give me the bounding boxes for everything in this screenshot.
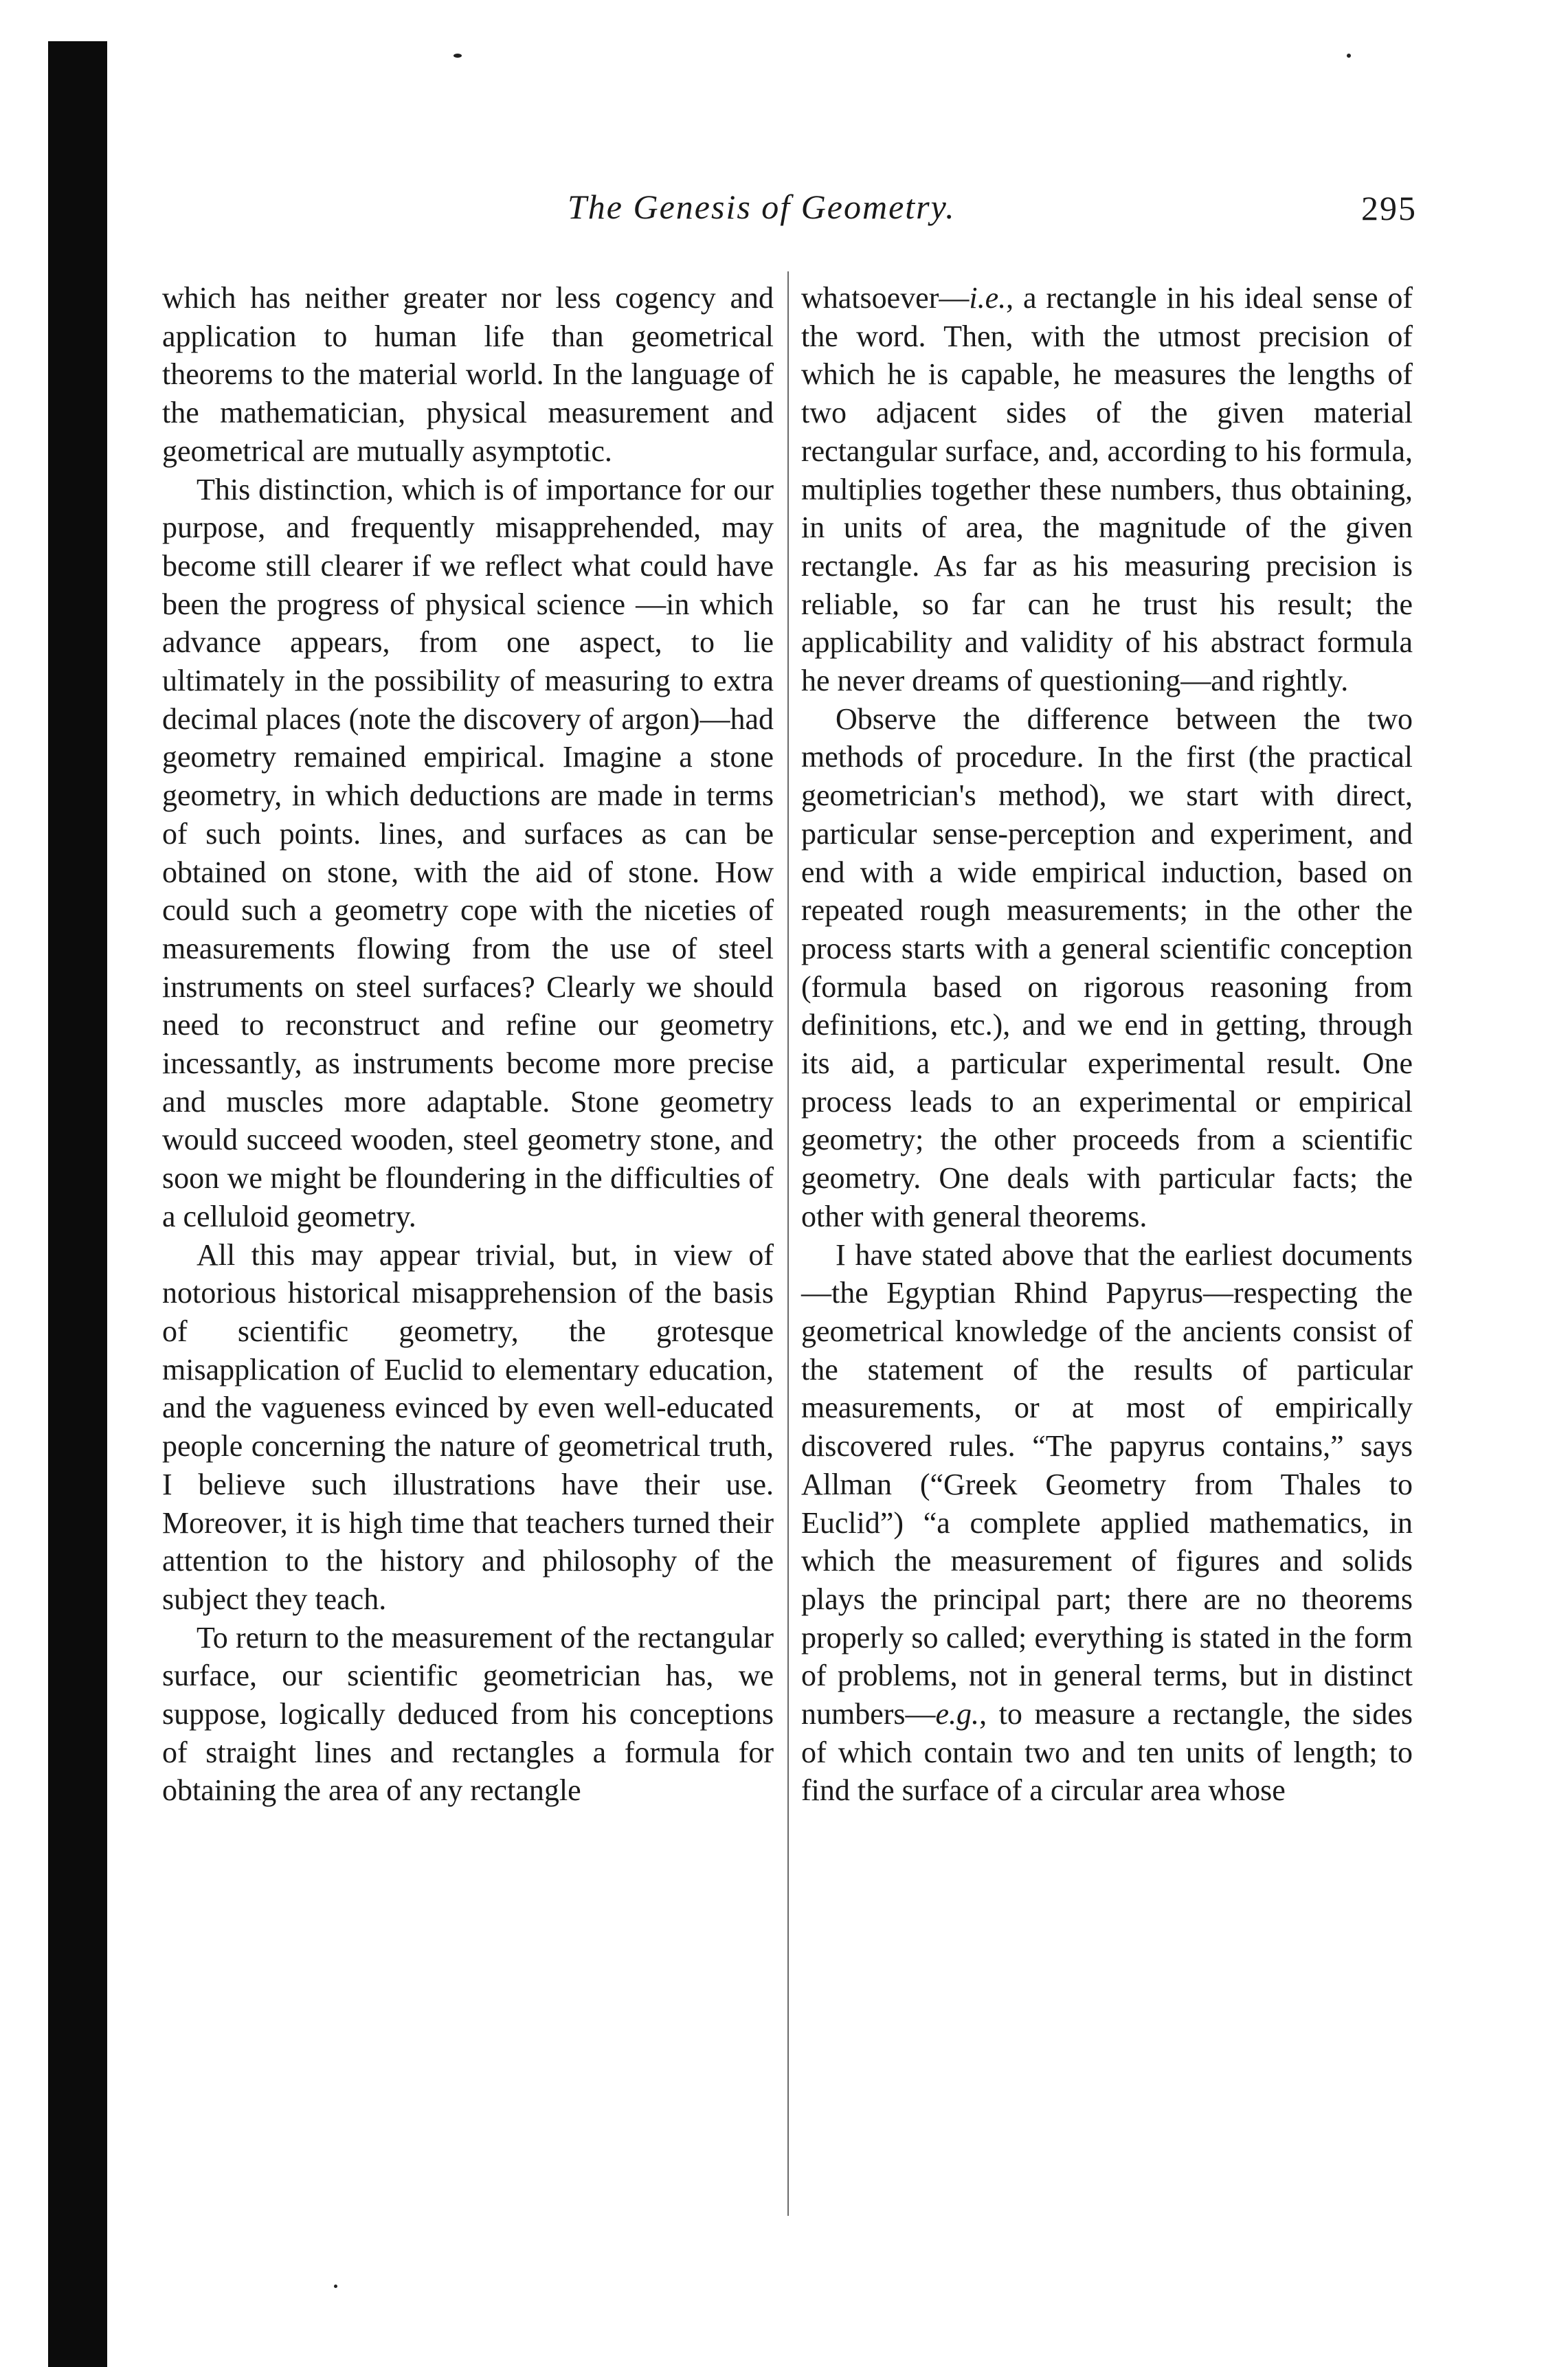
scan-speck — [1347, 54, 1351, 58]
running-head — [162, 187, 1417, 242]
paragraph: This distinction, which is of importance for our purpose, and frequently misapprehended, may become still clearer if we reflect what could have been the progress of physical science —in which advance appears, from one aspect, to lie ultimately in the possibility of measuring to extra decimal places (note the discovery of argon)—had geometry remained empirical. Imagine a stone geometry, in which deductions are made in terms of such points. lines, and surfaces as can be obtained on stone, with the aid of stone. How could such a geometry cope with the niceties of measurements flowing from the use of steel instruments on steel surfaces? Clearly we should need to reconstruct and refine our geometry incessantly, as instruments become more precise and muscles more adaptable. Stone geometry would succeed wooden, steel geometry stone, and soon we might be floundering in the difficulties of a celluloid geometry. — [162, 472, 774, 1233]
column-divider — [787, 271, 789, 2216]
paragraph: All this may appear trivial, but, in view of notorious historical misapprehension of the basis of scientific geometry, the grotesque misapplication of Euclid to elementary education, and the vagueness evinced by even well-educated people concerning the nature of geometrical truth, I believe such illustrations have their use. Moreover, it is high time that teachers turned their attention to the history and philosophy of the subject they teach. — [162, 1237, 774, 1616]
right-column — [801, 279, 1413, 1810]
text-run: I have stated above that the earliest documents—the Egyptian Rhind Papyrus—respecting the geometrical knowledge of the ancients consist of the statement of the results of particular measurements, or at most of empirically discovered rules. “The papyrus contains,” says Allman (“Greek Geometry from Thales to Euclid”) “a complete applied mathematics, in which the measurement of figures and solids plays the principal part; there are no theorems properly so called; everything is stated in the form of problems, not in general terms, but in distinct numbers— — [801, 1237, 1413, 1731]
scan-binding-edge — [48, 41, 107, 2367]
scan-speck — [334, 2285, 337, 2288]
paragraph: Observe the difference between the two methods of procedure. In the first (the practical geometrician's method), we start with direct, particular sense-perception and experiment, and end with a wide empirical induction, based on repeated rough measurements; in the other the process starts with a general scientific conception (formula based on rigorous reasoning from definitions, etc.), and we end in getting, through its aid, a particular experimental result. One process leads to an experimental or empirical geometry; the other proceeds from a scientific geometry. One deals with particular facts; the other with general theorems. — [801, 702, 1413, 1233]
running-title: The Genesis of Geometry. — [568, 188, 956, 226]
page-number: 295 — [1361, 189, 1417, 227]
scan-speck — [453, 54, 462, 58]
text-run: , to measure a rectangle, the sides of which contain two and ten units of length; to find the surface of a circular area whose — [801, 1697, 1413, 1808]
abbreviation-ie: i.e. — [969, 281, 1007, 315]
paragraph — [801, 1236, 1413, 1810]
text-run: whatsoever— — [801, 281, 970, 315]
paragraph: which has neither greater nor less cogency and application to human life than geometrical theorems to the material world. In the language of the mathematician, physical measurement and geometrical are mutually asymptotic. — [162, 281, 774, 468]
text-run: , a rectangle in his ideal sense of the word. Then, with the utmost precision of which he is capable, he measures the lengths of two adjacent sides of the given material rectangular surface, and, according to his formula, multiplies together these numbers, thus obtaining, in units of area, the magnitude of the given rectangle. As far as his measuring precision is reliable, so far can he trust his result; the applicability and validity of his abstract formula he never dreams of questioning—and rightly. — [801, 281, 1413, 698]
paragraph — [801, 279, 1413, 700]
left-column — [162, 279, 774, 1810]
paragraph: To return to the measurement of the rectangular surface, our scientific geometrician has, we suppose, logically deduced from his conceptions of straight lines and rectangles a formula for obtaining the area of any rectangle — [162, 1620, 774, 1808]
abbreviation-eg: e.g. — [935, 1697, 980, 1731]
